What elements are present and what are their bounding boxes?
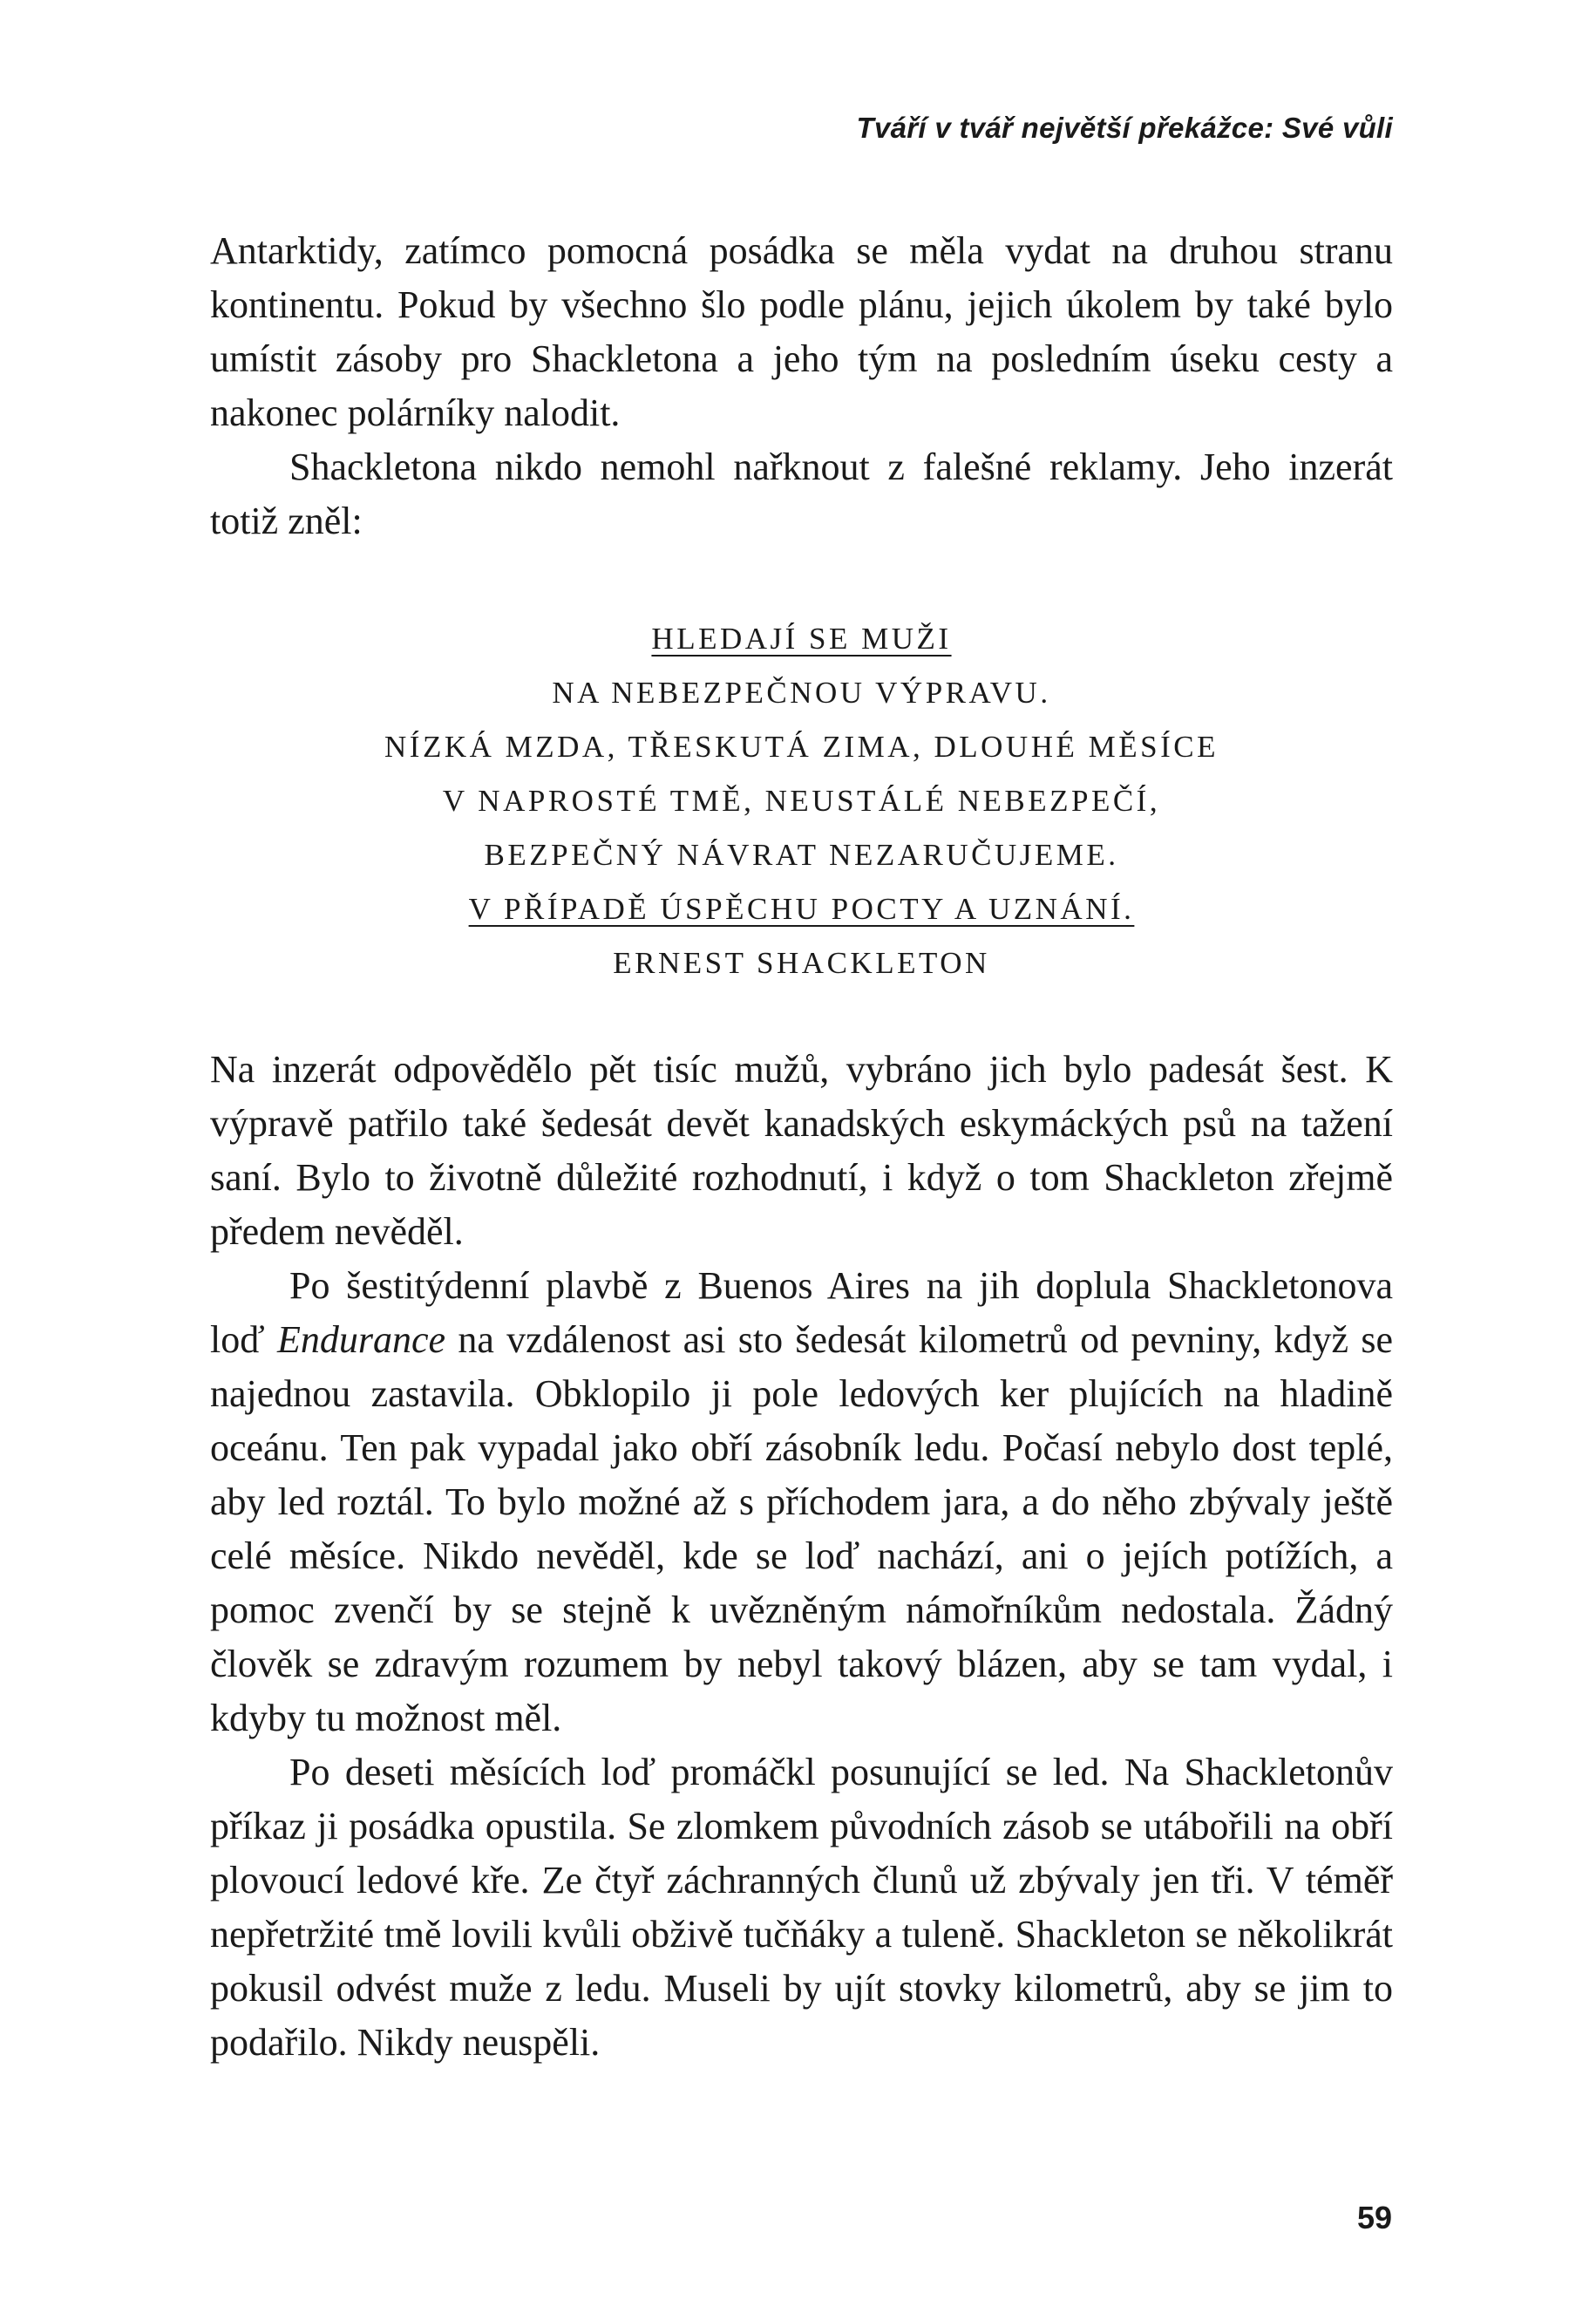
body-text-bottom <box>210 1043 1393 2070</box>
paragraph: Antarktidy, zatímco pomocná posádka se měla vydat na druhou stranu kontinentu. Pokud by všechno šlo podle plánu, jejich úkolem by také bylo umístit zásoby pro Shackletona a jeho tým na posledním úseku cesty a nakonec polárníky nalodit. <box>210 229 1393 434</box>
page-number: 59 <box>1356 2200 1392 2235</box>
ad-line-text: V PŘÍPADĚ ÚSPĚCHU POCTY A UZNÁNÍ. <box>468 892 1135 926</box>
ad-line: V NAPROSTÉ TMĚ, NEUSTÁLÉ NEBEZPEČÍ, <box>442 784 1161 818</box>
ad-line: NÍZKÁ MZDA, TŘESKUTÁ ZIMA, DLOUHÉ MĚSÍCE <box>384 730 1219 764</box>
ad-signature: ERNEST SHACKLETON <box>613 946 990 980</box>
ad-line-headline <box>210 612 1393 666</box>
running-head: Tváří v tvář největší překážce: Své vůli <box>856 112 1393 144</box>
ad-line-reward <box>210 882 1393 936</box>
paragraph: Po deseti měsících loď promáčkl posunující se led. Na Shackletonův příkaz ji posádka opustila. Se zlomkem původních zásob se utábořili na obří plovoucí ledové kře. Ze čtyř záchranných člunů už zbývaly jen tři. V téměř nepřetržité tmě lovili kvůli obživě tučňáky a tuleně. Shackleton se několikrát pokusil odvést muže z ledu. Museli by ujít stovky kilometrů, aby se jim to podařilo. Nikdy neuspěli. <box>210 1751 1393 2064</box>
paragraph: Shackletona nikdo nemohl nařknout z falešné reklamy. Jeho inzerát totiž zněl: <box>210 446 1393 542</box>
paragraph-text: na vzdálenost asi sto šedesát kilometrů od pevniny, když se najednou zastavila. Obklopilo ji pole ledových ker plujících na hladině oceánu. Ten pak vypadal jako obří zásobník ledu. Počasí nebylo dost teplé, aby led roztál. To bylo možné až s příchodem jara, a do něho zbývaly ještě celé měsíce. Nikdo nevěděl, kde se loď nachází, ani o jejích potížích, a pomoc zvenčí by se stejně k uvězněným námořníkům nedostala. Žádný člověk se zdravým rozumem by nebyl takový blázen, aby se tam vydal, i kdyby tu možnost měl. <box>210 1318 1394 1739</box>
paragraph: Na inzerát odpovědělo pět tisíc mužů, vybráno jich bylo padesát šest. K výpravě patřilo také šedesát devět kanadských eskymáckých psů na tažení saní. Bylo to životně důležité rozhodnutí, i když o tom Shackleton zřejmě předem nevěděl. <box>210 1048 1393 1253</box>
ad-line: NA NEBEZPEČNOU VÝPRAVU. <box>552 676 1051 710</box>
body-text-top <box>210 224 1393 548</box>
paragraph <box>210 1259 1393 1745</box>
ship-name: Endurance <box>276 1318 446 1361</box>
ad-line: BEZPEČNÝ NÁVRAT NEZARUČUJEME. <box>484 838 1119 872</box>
advertisement-block <box>210 612 1393 990</box>
paragraph-text: Po šestitýdenní plavbě z Buenos Aires na jih doplula Shackletonova loď <box>210 1264 1393 1361</box>
ad-line-text: HLEDAJÍ SE MUŽI <box>651 622 952 656</box>
